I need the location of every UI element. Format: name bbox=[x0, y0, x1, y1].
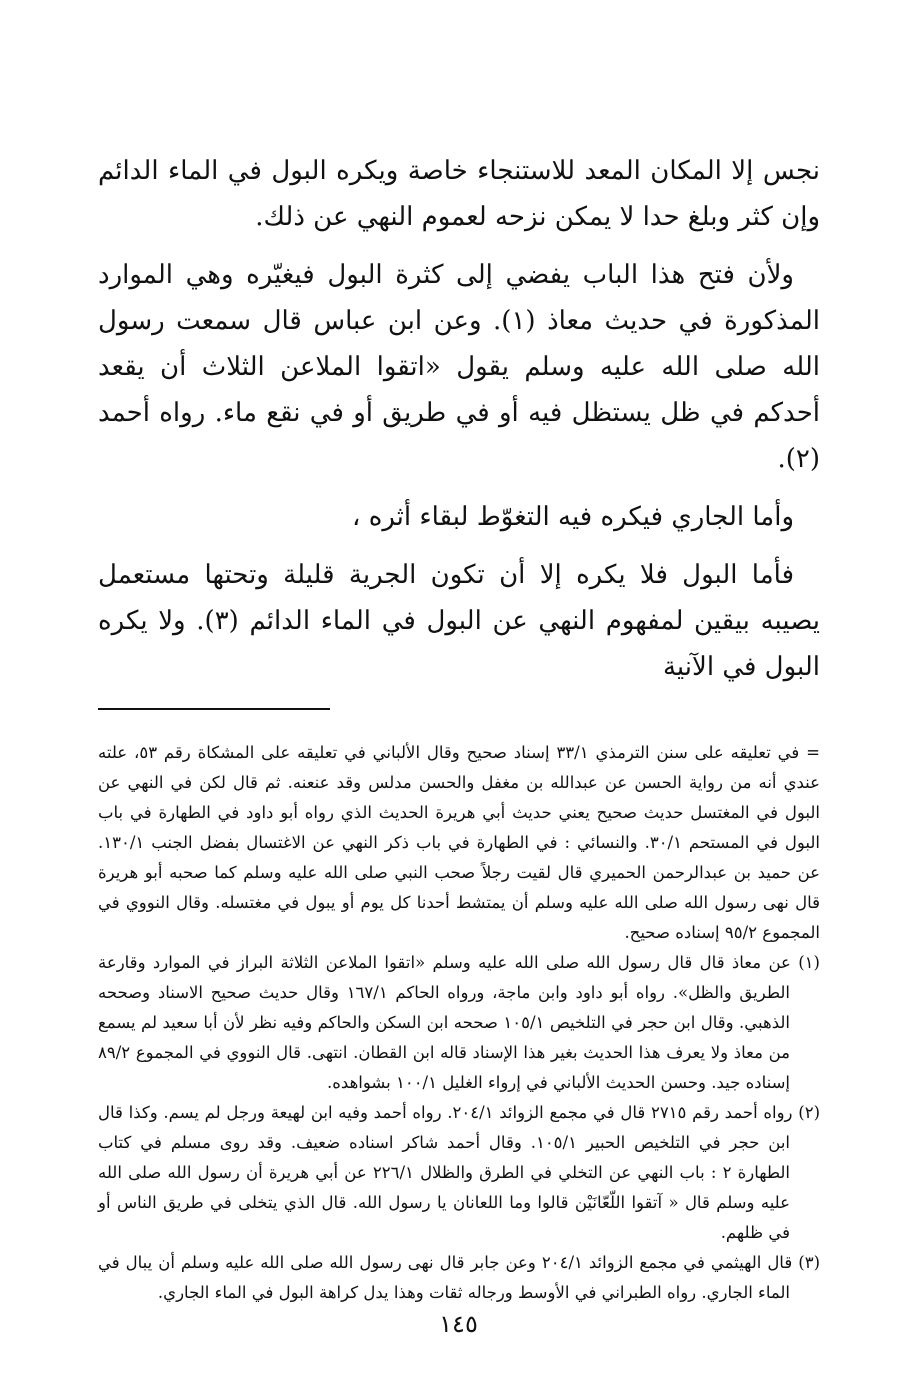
footnote-2 bbox=[98, 1098, 820, 1248]
main-text bbox=[98, 148, 820, 690]
footnote-number: (٣) bbox=[798, 1253, 820, 1272]
footnote-separator bbox=[98, 708, 330, 710]
paragraph-2: ولأن فتح هذا الباب يفضي إلى كثرة البول فيغيّره وهي الموارد المذكورة في حديث معاذ (١). وعن ابن عباس قال سمعت رسول الله صلى الله عليه وسلم يقول «اتقوا الملاعن الثلاث أن يقعد أحدكم في ظل يستظل فيه أو في طريق أو في نقع ماء. رواه أحمد (٢). bbox=[98, 260, 820, 474]
footnote-text: عن معاذ قال قال رسول الله صلى الله عليه وسلم «اتقوا الملاعن الثلاثة البراز في الموارد وقارعة الطريق والظل». رواه أبو داود وابن ماجة، ورواه الحاكم ١٦٧/١ وقال حديث صحيح الاسناد وصححه الذهبي. وقال ابن حجر في التلخيص ١٠٥/١ صححه ابن السكن والحاكم وفيه نظر لأن أبا سعيد لم يسمع من معاذ ولا يعرف هذا الحديث بغير هذا الإسناد قاله ابن القطان. انتهى. قال النووي في المجموع ٨٩/٢ إسناده جيد. وحسن الحديث الألباني في إرواء الغليل ١٠٠/١ بشواهده. bbox=[98, 953, 791, 1092]
footnote-continuation: = في تعليقه على سنن الترمذي ٣٣/١ إسناد صحيح وقال الألباني في تعليقه على المشكاة رقم ٥٣، علته عندي أنه من رواية الحسن عن عبدالله بن مغفل والحسن مدلس وقد عنعنه. ثم قال لكن في النهي عن البول في المغتسل حديث صحيح يعني حديث أبي هريرة الحديث الذي رواه أبو داود في الطهارة في باب البول في المستحم ٣٠/١. والنسائي : في الطهارة في باب ذكر النهي عن الاغتسال بفضل الجنب ١٣٠/١. عن حميد بن عبدالرحمن الحميري قال لقيت رجلاً صحب النبي صلى الله عليه وسلم كما صحبه أبو هريرة قال نهى رسول الله صلى الله عليه وسلم أن يمتشط أحدنا كل يوم أو يبول في مغتسله. وقال النووي في المجموع ٩٥/٢ إسناده صحيح. bbox=[98, 743, 820, 942]
page-content bbox=[98, 148, 820, 1308]
footnote-1 bbox=[98, 948, 820, 1098]
footnote-number: (٢) bbox=[798, 1103, 820, 1122]
paragraph-1: نجس إلا المكان المعد للاستنجاء خاصة ويكره البول في الماء الدائم وإن كثر وبلغ حدا لا يمكن نزحه لعموم النهي عن ذلك. bbox=[98, 156, 820, 232]
page-number: ١٤٥ bbox=[439, 1310, 478, 1338]
footnote-number: (١) bbox=[798, 953, 820, 972]
footnote-text: رواه أحمد رقم ٢٧١٥ قال في مجمع الزوائد ٢٠٤/١. رواه أحمد وفيه ابن لهيعة ورجل لم يسم. وكذا قال ابن حجر في التلخيص الحبير ١٠٥/١. وقال أحمد شاكر اسناده ضعيف. وقد روى مسلم في كتاب الطهارة ٢ : باب النهي عن التخلي في الطرق والظلال ٢٢٦/١ عن أبي هريرة أن رسول الله صلى الله عليه وسلم قال « آتقوا اللّعّانَيْن قالوا وما اللعانان يا رسول الله. قال الذي يتخلى في طريق الناس أو في ظلهم. bbox=[98, 1103, 793, 1242]
footnote-text: قال الهيثمي في مجمع الزوائد ٢٠٤/١ وعن جابر قال نهى رسول الله صلى الله عليه وسلم أن يبال في الماء الجاري. رواه الطبراني في الأوسط ورجاله ثقات وهذا يدل كراهة البول في الماء الجاري. bbox=[98, 1253, 793, 1302]
paragraph-3: وأما الجاري فيكره فيه التغوّط لبقاء أثره ، bbox=[352, 502, 794, 532]
footnote-3 bbox=[98, 1248, 820, 1308]
footnotes bbox=[98, 738, 820, 1308]
paragraph-4: فأما البول فلا يكره إلا أن تكون الجرية قليلة وتحتها مستعمل يصيبه بيقين لمفهوم النهي عن البول في الماء الدائم (٣). ولا يكره البول في الآنية bbox=[98, 560, 820, 682]
